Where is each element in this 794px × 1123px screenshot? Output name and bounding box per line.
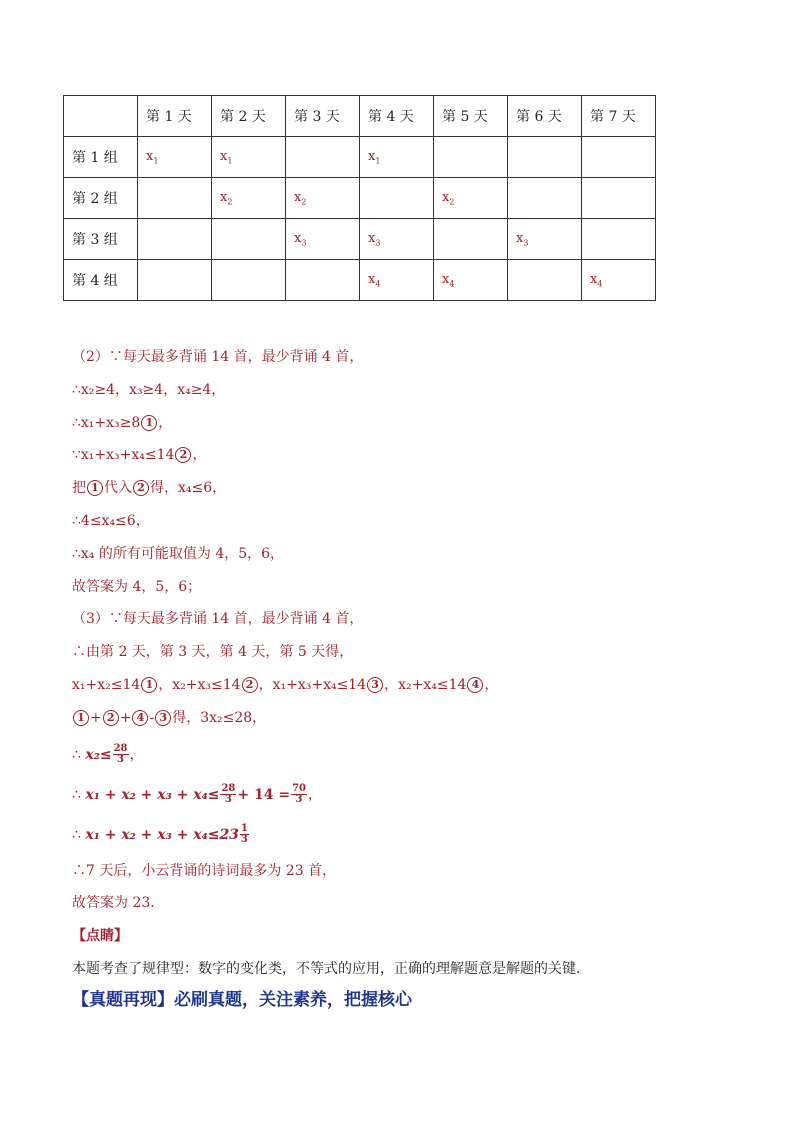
sol-line-16 bbox=[72, 860, 752, 893]
table-cell bbox=[508, 178, 582, 219]
point-heading bbox=[72, 925, 752, 958]
variable-label bbox=[368, 231, 380, 246]
point-label: 【点睛】 bbox=[72, 928, 128, 945]
variable-subscript: 2 bbox=[301, 197, 307, 207]
variable-label bbox=[294, 190, 306, 205]
table-cell bbox=[212, 137, 286, 178]
text: ∴ bbox=[72, 746, 86, 763]
header-day-cell: 第 5 天 bbox=[434, 96, 508, 137]
variable-label bbox=[294, 231, 306, 246]
text: ∴7 天后，小云背诵的诗词最多为 23 首， bbox=[72, 862, 337, 879]
text: ， bbox=[192, 447, 207, 464]
table-row bbox=[64, 219, 656, 260]
table-cell bbox=[582, 260, 656, 301]
fraction bbox=[291, 784, 307, 805]
table-cell bbox=[508, 137, 582, 178]
circled-number: 4 bbox=[132, 710, 148, 726]
table-cell bbox=[434, 137, 508, 178]
header-day-cell: 第 1 天 bbox=[138, 96, 212, 137]
fraction bbox=[113, 744, 129, 765]
group-label-cell: 第 3 组 bbox=[64, 219, 138, 260]
circled-number: 1 bbox=[73, 710, 89, 726]
table-cell bbox=[360, 137, 434, 178]
numerator: 28 bbox=[221, 783, 236, 795]
table-row bbox=[64, 178, 656, 219]
text: ∴4≤x₄≤6， bbox=[72, 512, 150, 529]
header-day-cell: 第 4 天 bbox=[360, 96, 434, 137]
sol-line-3 bbox=[72, 412, 752, 445]
sol-line-11 bbox=[72, 674, 752, 707]
header-day-cell: 第 7 天 bbox=[582, 96, 656, 137]
denominator: 3 bbox=[117, 754, 125, 766]
variable-letter: x bbox=[368, 149, 376, 165]
text: ∴由第 2 天，第 3 天，第 4 天，第 5 天得， bbox=[72, 644, 354, 661]
text: - bbox=[149, 709, 155, 726]
variable-letter: x bbox=[590, 272, 598, 288]
group-label-cell: 第 2 组 bbox=[64, 178, 138, 219]
text: ，x₂+x₄≤14 bbox=[384, 676, 467, 693]
sol-line-17 bbox=[72, 892, 752, 925]
header-day-cell: 第 2 天 bbox=[212, 96, 286, 137]
table-cell bbox=[508, 219, 582, 260]
header-day-cell: 第 3 天 bbox=[286, 96, 360, 137]
table-cell bbox=[212, 260, 286, 301]
variable-subscript: 4 bbox=[449, 279, 455, 289]
variable-label bbox=[368, 272, 380, 287]
variable-label bbox=[442, 272, 454, 287]
circled-number: 2 bbox=[175, 447, 191, 463]
table-cell bbox=[360, 219, 434, 260]
text: + bbox=[90, 709, 102, 726]
variable-subscript: 1 bbox=[153, 156, 159, 166]
text: x₁+x₂≤14 bbox=[72, 676, 141, 693]
variable-letter: x bbox=[220, 149, 228, 165]
text: （3）∵每天最多背诵 14 首，最少背诵 4 首， bbox=[72, 611, 364, 628]
text: 本题考查了规律型：数字的变化类，不等式的应用，正确的理解题意是解题的关键． bbox=[72, 960, 590, 977]
table-cell bbox=[212, 219, 286, 260]
variable-subscript: 2 bbox=[227, 197, 233, 207]
variable-letter: x bbox=[442, 272, 450, 288]
variable-label bbox=[220, 190, 232, 205]
table-cell bbox=[138, 178, 212, 219]
variable-letter: x bbox=[368, 272, 376, 288]
header-corner-cell bbox=[64, 96, 138, 137]
variable-letter: x bbox=[294, 231, 302, 247]
text: 把 bbox=[72, 480, 86, 497]
sol-line-12 bbox=[72, 707, 752, 740]
table-cell bbox=[582, 219, 656, 260]
variable-label bbox=[146, 149, 158, 164]
variable-letter: x bbox=[294, 190, 302, 206]
variable-letter: x bbox=[220, 190, 228, 206]
table-cell bbox=[582, 137, 656, 178]
sol-line-14 bbox=[72, 780, 752, 820]
text: （2）∵每天最多背诵 14 首，最少背诵 4 首， bbox=[72, 349, 364, 365]
table-cell bbox=[360, 260, 434, 301]
circled-number: 2 bbox=[133, 480, 149, 496]
sol-line-8 bbox=[72, 576, 752, 609]
table-cell bbox=[138, 219, 212, 260]
circled-number: 1 bbox=[141, 677, 157, 693]
section-title: 【真题再现】必刷真题，关注素养，把握核心 bbox=[72, 990, 412, 1010]
text: 代入 bbox=[104, 480, 132, 497]
variable-subscript: 1 bbox=[375, 156, 381, 166]
denominator: 3 bbox=[224, 794, 232, 806]
sol-line-2 bbox=[72, 379, 752, 412]
math-expr: x₁ + x₂ + x₃ + x₄≤ bbox=[85, 786, 220, 803]
variable-letter: x bbox=[368, 231, 376, 247]
table-cell bbox=[286, 219, 360, 260]
variable-label bbox=[442, 190, 454, 205]
schedule-table bbox=[63, 95, 656, 301]
table-cell bbox=[582, 178, 656, 219]
table-row bbox=[64, 137, 656, 178]
table-cell bbox=[286, 260, 360, 301]
circled-number: 1 bbox=[141, 415, 157, 431]
math-expr: x₁ + x₂ + x₃ + x₄≤23 bbox=[85, 826, 239, 843]
variable-label bbox=[368, 149, 380, 164]
table-cell bbox=[360, 178, 434, 219]
circled-number: 3 bbox=[367, 677, 383, 693]
variable-label bbox=[590, 272, 602, 287]
group-label-cell: 第 4 组 bbox=[64, 260, 138, 301]
sol-line-4 bbox=[72, 444, 752, 477]
table-cell bbox=[138, 260, 212, 301]
table-cell bbox=[212, 178, 286, 219]
denominator: 3 bbox=[295, 794, 303, 806]
sol-line-9 bbox=[72, 608, 752, 641]
table-cell bbox=[286, 178, 360, 219]
circled-number: 1 bbox=[87, 480, 103, 496]
sol-line-7 bbox=[72, 543, 752, 576]
text: ∴x₂≥4，x₃≥4，x₄≥4， bbox=[72, 381, 226, 398]
table-header-row bbox=[64, 96, 656, 137]
variable-letter: x bbox=[516, 231, 524, 247]
sol-line-13 bbox=[72, 740, 752, 780]
group-label-cell: 第 1 组 bbox=[64, 137, 138, 178]
table-cell bbox=[138, 137, 212, 178]
variable-letter: x bbox=[442, 190, 450, 206]
text: ∴x₁+x₃≥8 bbox=[72, 414, 141, 431]
table-cell bbox=[434, 260, 508, 301]
variable-subscript: 4 bbox=[597, 279, 603, 289]
text: ， bbox=[129, 746, 144, 763]
sol-line-5 bbox=[72, 477, 752, 510]
variable-subscript: 3 bbox=[301, 238, 307, 248]
sol-line-1 bbox=[72, 346, 752, 379]
text: ∵x₁+x₃+x₄≤14 bbox=[72, 447, 175, 464]
circled-number: 3 bbox=[155, 710, 171, 726]
variable-letter: x bbox=[146, 149, 154, 165]
table-cell bbox=[286, 137, 360, 178]
text: + bbox=[119, 709, 132, 726]
math-expr: + 14 = bbox=[237, 786, 291, 803]
text: 得，x₄≤6， bbox=[150, 480, 227, 497]
text: ， bbox=[308, 786, 322, 803]
variable-subscript: 2 bbox=[449, 197, 455, 207]
circled-number: 2 bbox=[103, 710, 119, 726]
numerator: 28 bbox=[113, 743, 128, 755]
text: ，x₂+x₃≤14 bbox=[158, 676, 241, 693]
text: ， bbox=[158, 414, 173, 431]
circled-number: 2 bbox=[242, 677, 258, 693]
variable-subscript: 1 bbox=[227, 156, 233, 166]
variable-subscript: 3 bbox=[375, 238, 381, 248]
table-cell bbox=[434, 219, 508, 260]
table-row bbox=[64, 260, 656, 301]
sol-line-15 bbox=[72, 820, 752, 860]
text: ，x₁+x₃+x₄≤14 bbox=[258, 676, 367, 693]
table-cell bbox=[508, 260, 582, 301]
fraction bbox=[240, 824, 249, 845]
text: ∴x₄ 的所有可能取值为 4，5，6， bbox=[72, 545, 285, 562]
sol-line-10 bbox=[72, 641, 752, 674]
variable-label bbox=[220, 149, 232, 164]
text: 得，3x₂≤28， bbox=[172, 709, 267, 726]
numerator: 70 bbox=[292, 783, 306, 795]
text: 故答案为 4，5，6； bbox=[72, 578, 202, 595]
fraction bbox=[220, 784, 236, 805]
header-day-cell: 第 6 天 bbox=[508, 96, 582, 137]
text: ∴ bbox=[72, 826, 86, 843]
sol-line-6 bbox=[72, 510, 752, 543]
variable-subscript: 3 bbox=[523, 238, 529, 248]
solution-block bbox=[72, 346, 752, 991]
variable-label bbox=[516, 231, 528, 246]
denominator: 3 bbox=[240, 834, 248, 846]
text: ∴ bbox=[72, 786, 86, 803]
variable-subscript: 4 bbox=[375, 279, 381, 289]
table-cell bbox=[434, 178, 508, 219]
text: ， bbox=[484, 676, 499, 693]
text: 故答案为 23． bbox=[72, 895, 165, 912]
circled-number: 4 bbox=[467, 677, 483, 693]
numerator: 1 bbox=[240, 823, 248, 835]
math-expr: x₂≤ bbox=[85, 746, 112, 763]
